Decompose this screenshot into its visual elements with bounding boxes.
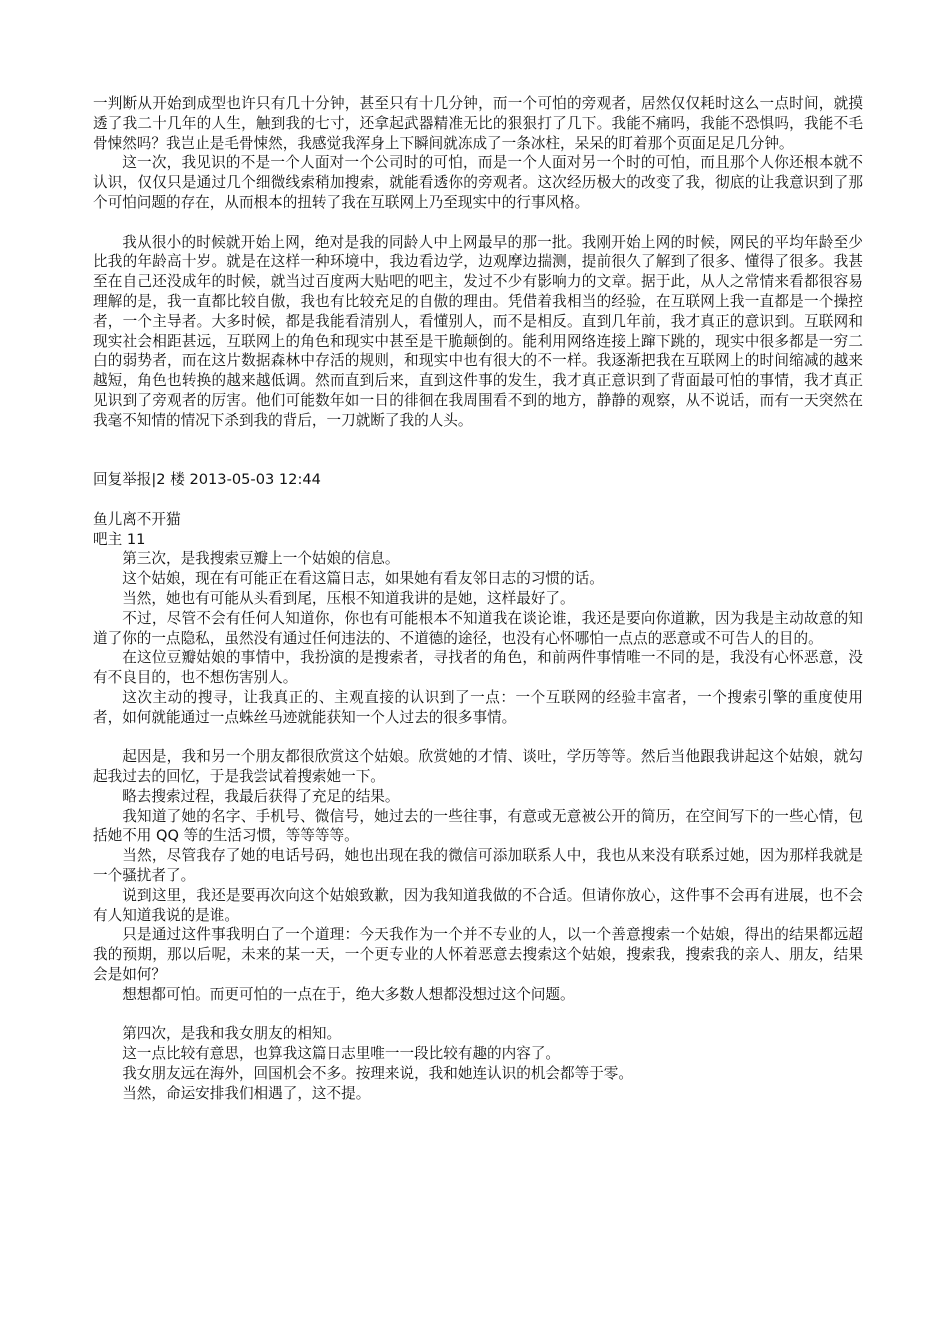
paragraph: 我从很小的时候就开始上网，绝对是我的同龄人中上网最早的那一批。我刚开始上网的时候，网民的平均年龄至少比我的年龄高十岁。就是在这样一种环境中，我边看边学，边观摩边揣测，提前很久了解到了很多、懂得了很多。我甚至在自己还没成年的时候，就当过百度两大贴吧的吧主，发过不少有影响力的文章。据于此，从人之常情来看都很容易理解的是，我一直都比较自傲，我也有比较充足的自傲的理由。凭借着我相当的经验，在互联网上我一直都是一个操控者，一个主导者。大多时候，都是我能看清别人，看懂别人，而不是相反。直到几年前，我才真正的意识到。互联网和现实社会相距甚远，互联网上的角色和现实中甚至是干脆颠倒的。能利用网络连接上蹿下跳的，现实中很多都是一穷二白的弱势者，而在这片数据森林中存活的规则，和现实中也有很大的不一样。我逐渐把我在互联网上的时间缩减的越来越短，角色也转换的越来越低调。然而直到后来，直到这件事的发生，我才真正意识到了背面最可怕的事情，我才真正见识到了旁观者的厉害。他们可能数年如一日的徘徊在我周围看不到的地方，静静的观察，从不说话，而有一天突然在我毫不知情的情况下杀到我的背后，一刀就断了我的人头。 (93, 233, 863, 429)
paragraph: 想想都可怕。而更可怕的一点在于，绝大多数人想都没想过这个问题。 (122, 985, 575, 1003)
paragraph: 当然，尽管我存了她的电话号码，她也出现在我的微信可添加联系人中，我也从来没有联系过她，因为那样我就是一个骚扰者了。 (93, 847, 863, 885)
paragraph: 我女朋友远在海外，回国机会不多。按理来说，我和她连认识的机会都等于零。 (122, 1065, 633, 1083)
reply-author: 鱼儿离不开猫 (93, 510, 181, 528)
paragraph: 略去搜索过程，我最后获得了充足的结果。 (122, 787, 400, 805)
paragraph: 当然，她也有可能从头看到尾，压根不知道我讲的是她，这样最好了。 (122, 589, 575, 607)
paragraph: 这一次，我见识的不是一个人面对一个公司时的可怕，而是一个人面对另一个时的可怕，而且那个人你还根本就不认识，仅仅只是通过几个细微线索稍加搜索，就能看透你的旁观者。这次经历极大的改变了我，彻底的让我意识到了那个可怕问题的存在，从而根本的扭转了我在互联网上乃至现实中的行事风格。 (93, 154, 863, 211)
reply-meta: 回复举报|2 楼 2013-05-03 12:44 (93, 471, 321, 489)
paragraph: 一判断从开始到成型也许只有几十分钟，甚至只有十几分钟，而一个可怕的旁观者，居然仅仅耗时这么一点时间，就摸透了我二十几年的人生，触到我的七寸，还拿起武器精准无比的狠狠打了几下。我能不痛吗，我能不恐惧吗，我能不毛骨悚然吗？我岂止是毛骨悚然，我感觉我浑身上下瞬间就冻成了一条冰柱，呆呆的盯着那个页面足足几分钟。 (93, 95, 863, 152)
reply-author-role: 吧主 11 (93, 530, 146, 548)
document-page (93, 94, 863, 1104)
paragraph: 第四次，是我和我女朋友的相知。 (122, 1025, 342, 1043)
paragraph: 在这位豆瓣姑娘的事情中，我扮演的是搜索者，寻找者的角色，和前两件事情唯一不同的是，我没有心怀恶意，没有不良目的，也不想伤害别人。 (93, 649, 863, 687)
paragraph: 我知道了她的名字、手机号、微信号，她过去的一些往事，有意或无意被公开的简历，在空间写下的一些心情，包括她不用 QQ 等的生活习惯，等等等等。 (93, 807, 863, 845)
paragraph: 当然，命运安排我们相遇了，这不提。 (122, 1084, 371, 1102)
paragraph: 这次主动的搜寻，让我真正的、主观直接的认识到了一点：一个互联网的经验丰富者，一个搜索引擎的重度使用者，如何就能通过一点蛛丝马迹就能获知一个人过去的很多事情。 (93, 688, 863, 726)
paragraph: 这个姑娘，现在有可能正在看这篇日志，如果她有看友邻日志的习惯的话。 (122, 570, 604, 588)
blank-line (93, 213, 863, 233)
paragraph: 第三次，是我搜索豆瓣上一个姑娘的信息。 (122, 550, 400, 568)
blank-line (93, 431, 863, 471)
paragraph: 说到这里，我还是要再次向这个姑娘致歉，因为我知道我做的不合适。但请你放心，这件事不会再有进展，也不会有人知道我说的是谁。 (93, 886, 863, 924)
blank-line (93, 1005, 863, 1025)
paragraph: 不过，尽管不会有任何人知道你，你也有可能根本不知道我在谈论谁，我还是要向你道歉，因为我是主动故意的知道了你的一点隐私，虽然没有通过任何违法的、不道德的途径，也没有心怀哪怕一点点的恶意或不可告人的目的。 (93, 609, 863, 647)
blank-line (93, 490, 863, 510)
paragraph: 起因是，我和另一个朋友都很欣赏这个姑娘。欣赏她的才情、谈吐，学历等等。然后当他跟我讲起这个姑娘，就勾起我过去的回忆，于是我尝试着搜索她一下。 (93, 748, 863, 786)
paragraph: 只是通过这件事我明白了一个道理：今天我作为一个并不专业的人，以一个善意搜索一个姑娘，得出的结果都远超我的预期，那以后呢，未来的某一天，一个更专业的人怀着恶意去搜索这个姑娘，搜索我，搜索我的亲人、朋友，结果会是如何？ (93, 926, 863, 984)
paragraph: 这一点比较有意思，也算我这篇日志里唯一一段比较有趣的内容了。 (122, 1045, 561, 1063)
blank-line (93, 728, 863, 748)
